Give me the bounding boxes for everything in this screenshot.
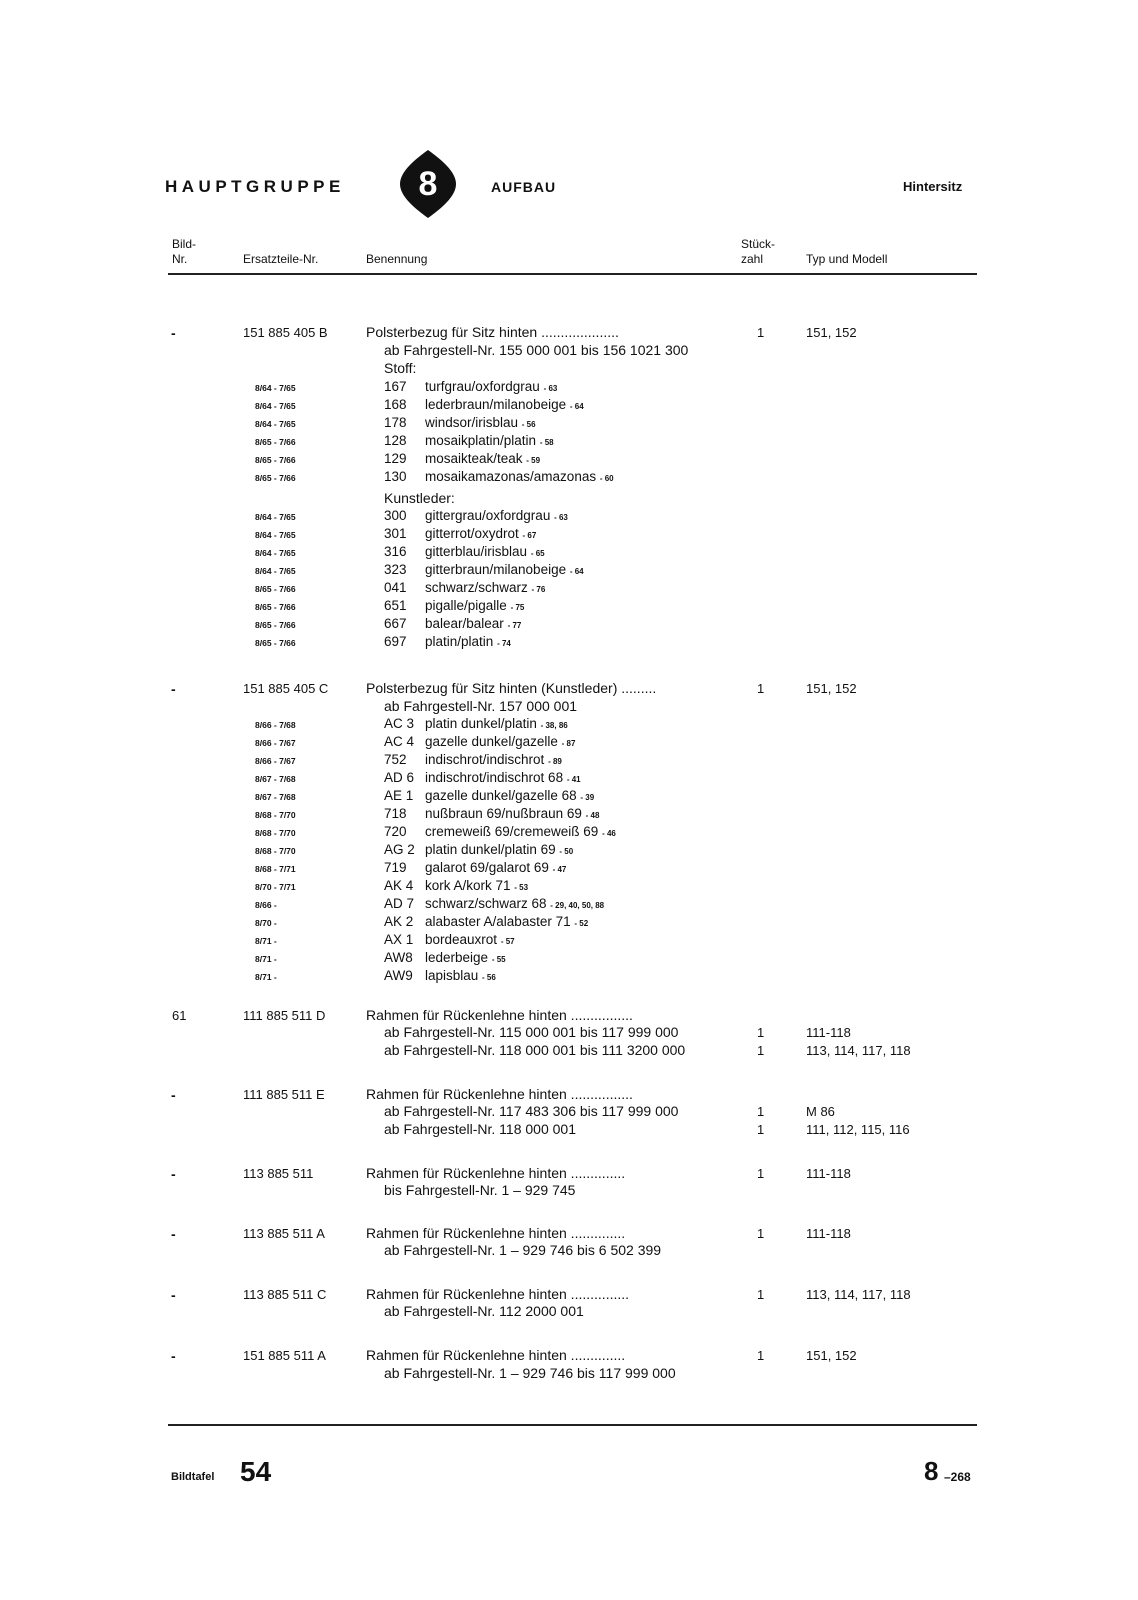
figure-reference: - 46 (602, 829, 616, 838)
production-period: 8/66 - 7/67 (255, 738, 296, 748)
color-code: 301 (384, 526, 407, 541)
color-name: cremeweiß 69/cremeweiß 69 - 46 (425, 824, 616, 839)
entry-image-no: - (171, 325, 176, 341)
color-name: gitterrot/oxydrot - 67 (425, 526, 537, 541)
entry-image-no: - (171, 1226, 176, 1242)
production-period: 8/66 - 7/67 (255, 756, 296, 766)
color-code: 129 (384, 451, 407, 466)
entry-model: M 86 (806, 1104, 835, 1119)
main-group-title: HAUPTGRUPPE (165, 177, 345, 196)
entry-chassis-range: bis Fahrgestell-Nr. 1 – 929 745 (384, 1182, 576, 1198)
figure-reference: - 50 (559, 847, 574, 856)
color-name: kork A/kork 71 - 53 (425, 878, 529, 893)
color-code: AD 6 (384, 770, 415, 785)
figure-reference: - 60 (599, 474, 614, 483)
figure-reference: - 57 (500, 937, 515, 946)
figure-reference: - 58 (539, 438, 554, 447)
figure-reference: - 39 (580, 793, 595, 802)
entry-chassis-range: ab Fahrgestell-Nr. 118 000 001 bis 111 3200 000 (384, 1042, 686, 1058)
color-code: 651 (384, 598, 407, 613)
production-period: 8/64 - 7/65 (255, 530, 296, 540)
color-code: AC 3 (384, 716, 415, 731)
color-code: AX 1 (384, 932, 414, 947)
figure-reference: - 76 (531, 585, 546, 594)
group-number-badge (400, 150, 456, 218)
color-name: lapisblau - 56 (425, 968, 496, 983)
color-code: 130 (384, 469, 407, 484)
entry-title: Polsterbezug für Sitz hinten .................... (366, 324, 619, 340)
subsection-title: Hintersitz (903, 179, 963, 194)
color-name: bordeauxrot - 57 (425, 932, 515, 947)
color-name: mosaikamazonas/amazonas - 60 (425, 469, 614, 484)
group-number: 8 (418, 165, 438, 203)
production-period: 8/65 - 7/66 (255, 455, 296, 465)
figure-reference: - 89 (548, 757, 562, 766)
figure-reference: - 55 (491, 955, 506, 964)
page-number: 8 (924, 1456, 939, 1486)
entry-part-no: 113 885 511 C (243, 1287, 327, 1302)
figure-reference: - 56 (521, 420, 536, 429)
color-name: indischrot/indischrot 68 - 41 (425, 770, 581, 785)
production-period: 8/66 - 7/68 (255, 720, 296, 730)
production-period: 8/68 - 7/70 (255, 810, 296, 820)
figure-reference: - 74 (497, 639, 511, 648)
color-name: turfgrau/oxfordgrau - 63 (425, 379, 558, 394)
color-name: gittergrau/oxfordgrau - 63 (425, 508, 568, 523)
entry-part-no: 111 885 511 D (243, 1008, 326, 1023)
color-code: 168 (384, 397, 407, 412)
color-code: 667 (384, 616, 407, 631)
figure-reference: - 59 (526, 456, 541, 465)
entry-part-no: 113 885 511 (243, 1166, 314, 1181)
color-name: gazelle dunkel/gazelle 68 - 39 (425, 788, 595, 803)
color-name: lederbeige - 55 (425, 950, 506, 965)
entry-title: Polsterbezug für Sitz hinten (Kunstleder) ......... (366, 680, 657, 696)
production-period: 8/71 - (255, 954, 277, 964)
figure-reference: - 63 (554, 513, 568, 522)
production-period: 8/71 - (255, 936, 277, 946)
color-name: galarot 69/galarot 69 - 47 (425, 860, 567, 875)
entry-model: 111, 112, 115, 116 (806, 1122, 910, 1137)
entry-chassis-range: ab Fahrgestell-Nr. 115 000 001 bis 117 999 000 (384, 1024, 679, 1040)
entry-image-no: 61 (172, 1008, 187, 1023)
entry-qty: 1 (757, 1287, 765, 1302)
entry-title: Rahmen für Rückenlehne hinten ................ (366, 1007, 633, 1023)
entry-image-no: - (171, 1287, 176, 1303)
production-period: 8/65 - 7/66 (255, 638, 296, 648)
color-code: 041 (384, 580, 407, 595)
production-period: 8/67 - 7/68 (255, 792, 296, 802)
entry-title: Rahmen für Rückenlehne hinten ................ (366, 1086, 633, 1102)
figure-reference: - 48 (585, 811, 600, 820)
footer-rule (168, 1424, 977, 1426)
page-number-suffix: –268 (944, 1470, 971, 1484)
color-code: 697 (384, 634, 407, 649)
color-code: AG 2 (384, 842, 415, 857)
production-period: 8/64 - 7/65 (255, 401, 296, 411)
color-code: AK 4 (384, 878, 414, 893)
section-title: AUFBAU (491, 179, 557, 195)
entry-part-no: 151 885 405 C (243, 681, 329, 696)
production-period: 8/64 - 7/65 (255, 548, 296, 558)
figure-reference: - 67 (522, 531, 537, 540)
figure-reference: - 64 (569, 567, 584, 576)
entry-model: 113, 114, 117, 118 (806, 1043, 911, 1058)
color-code: 719 (384, 860, 407, 875)
material-label: Kunstleder: (384, 490, 455, 506)
figure-reference: - 38, 86 (540, 721, 568, 730)
production-period: 8/66 - (255, 900, 277, 910)
entry-qty: 1 (757, 325, 765, 340)
production-period: 8/64 - 7/65 (255, 512, 296, 522)
production-period: 8/65 - 7/66 (255, 620, 296, 630)
production-period: 8/65 - 7/66 (255, 437, 296, 447)
figure-reference: - 77 (507, 621, 522, 630)
col-part-no: Ersatzteile-Nr. (243, 252, 319, 266)
entry-qty: 1 (757, 1025, 765, 1040)
entry-title: Rahmen für Rückenlehne hinten .............. (366, 1225, 626, 1241)
production-period: 8/70 - 7/71 (255, 882, 296, 892)
color-code: 128 (384, 433, 407, 448)
header-rule (168, 273, 977, 275)
entry-qty: 1 (757, 1104, 765, 1119)
color-code: AE 1 (384, 788, 414, 803)
production-period: 8/64 - 7/65 (255, 566, 296, 576)
material-label: Stoff: (384, 360, 417, 376)
color-code: 718 (384, 806, 407, 821)
color-name: nußbraun 69/nußbraun 69 - 48 (425, 806, 600, 821)
entry-part-no: 111 885 511 E (243, 1087, 325, 1102)
entry-qty: 1 (757, 1166, 765, 1181)
entry-image-no: - (171, 1348, 176, 1364)
figure-reference: - 56 (482, 973, 496, 982)
color-name: schwarz/schwarz 68 - 29, 40, 50, 88 (425, 896, 605, 911)
entry-image-no: - (171, 1087, 176, 1103)
color-code: 178 (384, 415, 407, 430)
production-period: 8/65 - 7/66 (255, 584, 296, 594)
production-period: 8/64 - 7/65 (255, 419, 296, 429)
color-code: 752 (384, 752, 407, 767)
footer-label: Bildtafel (171, 1471, 215, 1483)
figure-reference: - 87 (561, 739, 576, 748)
plate-number: 54 (240, 1456, 272, 1487)
color-code: AW9 (384, 968, 413, 983)
color-code: 323 (384, 562, 407, 577)
entry-model: 111-118 (806, 1226, 851, 1241)
color-code: AK 2 (384, 914, 414, 929)
entry-chassis-range: ab Fahrgestell-Nr. 1 – 929 746 bis 6 502 399 (384, 1242, 662, 1258)
entry-model: 111-118 (806, 1025, 851, 1040)
entry-title: Rahmen für Rückenlehne hinten .............. (366, 1347, 626, 1363)
figure-reference: - 29, 40, 50, 88 (550, 901, 605, 910)
color-code: AW8 (384, 950, 413, 965)
entry-model: 113, 114, 117, 118 (806, 1287, 911, 1302)
production-period: 8/67 - 7/68 (255, 774, 296, 784)
figure-reference: - 63 (543, 384, 558, 393)
production-period: 8/68 - 7/71 (255, 864, 296, 874)
entry-qty: 1 (757, 1043, 765, 1058)
color-code: 720 (384, 824, 407, 839)
production-period: 8/68 - 7/70 (255, 828, 296, 838)
entry-chassis-range: ab Fahrgestell-Nr. 155 000 001 bis 156 1021 300 (384, 342, 689, 358)
figure-reference: - 41 (566, 775, 581, 784)
production-period: 8/65 - 7/66 (255, 602, 296, 612)
color-name: alabaster A/alabaster 71 - 52 (425, 914, 589, 929)
entry-qty: 1 (757, 681, 765, 696)
entry-image-no: - (171, 1166, 176, 1182)
entry-chassis-range: ab Fahrgestell-Nr. 117 483 306 bis 117 999 000 (384, 1103, 679, 1119)
entry-qty: 1 (757, 1122, 765, 1137)
entry-model: 151, 152 (806, 325, 857, 340)
color-name: lederbraun/milanobeige - 64 (425, 397, 584, 412)
color-code: 316 (384, 544, 407, 559)
color-name: pigalle/pigalle - 75 (425, 598, 525, 613)
col-model: Typ und Modell (806, 252, 888, 266)
figure-reference: - 64 (569, 402, 584, 411)
color-code: 167 (384, 379, 407, 394)
color-name: gitterblau/irisblau - 65 (425, 544, 545, 559)
production-period: 8/65 - 7/66 (255, 473, 296, 483)
entry-model: 111-118 (806, 1166, 851, 1181)
col-bild-nr: Bild- Nr. (172, 237, 197, 266)
entry-title: Rahmen für Rückenlehne hinten .............. (366, 1165, 626, 1181)
color-name: platin dunkel/platin 69 - 50 (425, 842, 574, 857)
color-code: AC 4 (384, 734, 415, 749)
color-name: windsor/irisblau - 56 (425, 415, 536, 430)
col-name: Benennung (366, 252, 428, 266)
production-period: 8/64 - 7/65 (255, 383, 296, 393)
entry-part-no: 151 885 511 A (243, 1348, 326, 1363)
figure-reference: - 75 (510, 603, 525, 612)
entry-part-no: 113 885 511 A (243, 1226, 325, 1241)
color-name: indischrot/indischrot - 89 (425, 752, 562, 767)
color-name: gazelle dunkel/gazelle - 87 (425, 734, 576, 749)
figure-reference: - 65 (530, 549, 545, 558)
entry-chassis-range: ab Fahrgestell-Nr. 118 000 001 (384, 1121, 576, 1137)
entry-image-no: - (171, 681, 176, 697)
entry-model: 151, 152 (806, 1348, 857, 1363)
color-name: platin/platin - 74 (425, 634, 511, 649)
entry-part-no: 151 885 405 B (243, 325, 328, 340)
color-name: balear/balear - 77 (425, 616, 522, 631)
entry-qty: 1 (757, 1226, 765, 1241)
figure-reference: - 52 (574, 919, 589, 928)
figure-reference: - 47 (552, 865, 567, 874)
production-period: 8/68 - 7/70 (255, 846, 296, 856)
color-name: platin dunkel/platin - 38, 86 (425, 716, 568, 731)
production-period: 8/71 - (255, 972, 277, 982)
col-qty: Stück- zahl (741, 237, 776, 266)
entry-chassis-range: ab Fahrgestell-Nr. 112 2000 001 (384, 1303, 584, 1319)
color-name: gitterbraun/milanobeige - 64 (425, 562, 584, 577)
entry-qty: 1 (757, 1348, 765, 1363)
figure-reference: - 53 (514, 883, 529, 892)
entry-model: 151, 152 (806, 681, 857, 696)
color-code: AD 7 (384, 896, 415, 911)
production-period: 8/70 - (255, 918, 277, 928)
entry-chassis-range: ab Fahrgestell-Nr. 1 – 929 746 bis 117 999 000 (384, 1365, 676, 1381)
entry-title: Rahmen für Rückenlehne hinten ............... (366, 1286, 630, 1302)
color-code: 300 (384, 508, 407, 523)
color-name: schwarz/schwarz - 76 (425, 580, 546, 595)
color-name: mosaikteak/teak - 59 (425, 451, 541, 466)
color-name: mosaikplatin/platin - 58 (425, 433, 554, 448)
entry-chassis-range: ab Fahrgestell-Nr. 157 000 001 (384, 698, 578, 714)
